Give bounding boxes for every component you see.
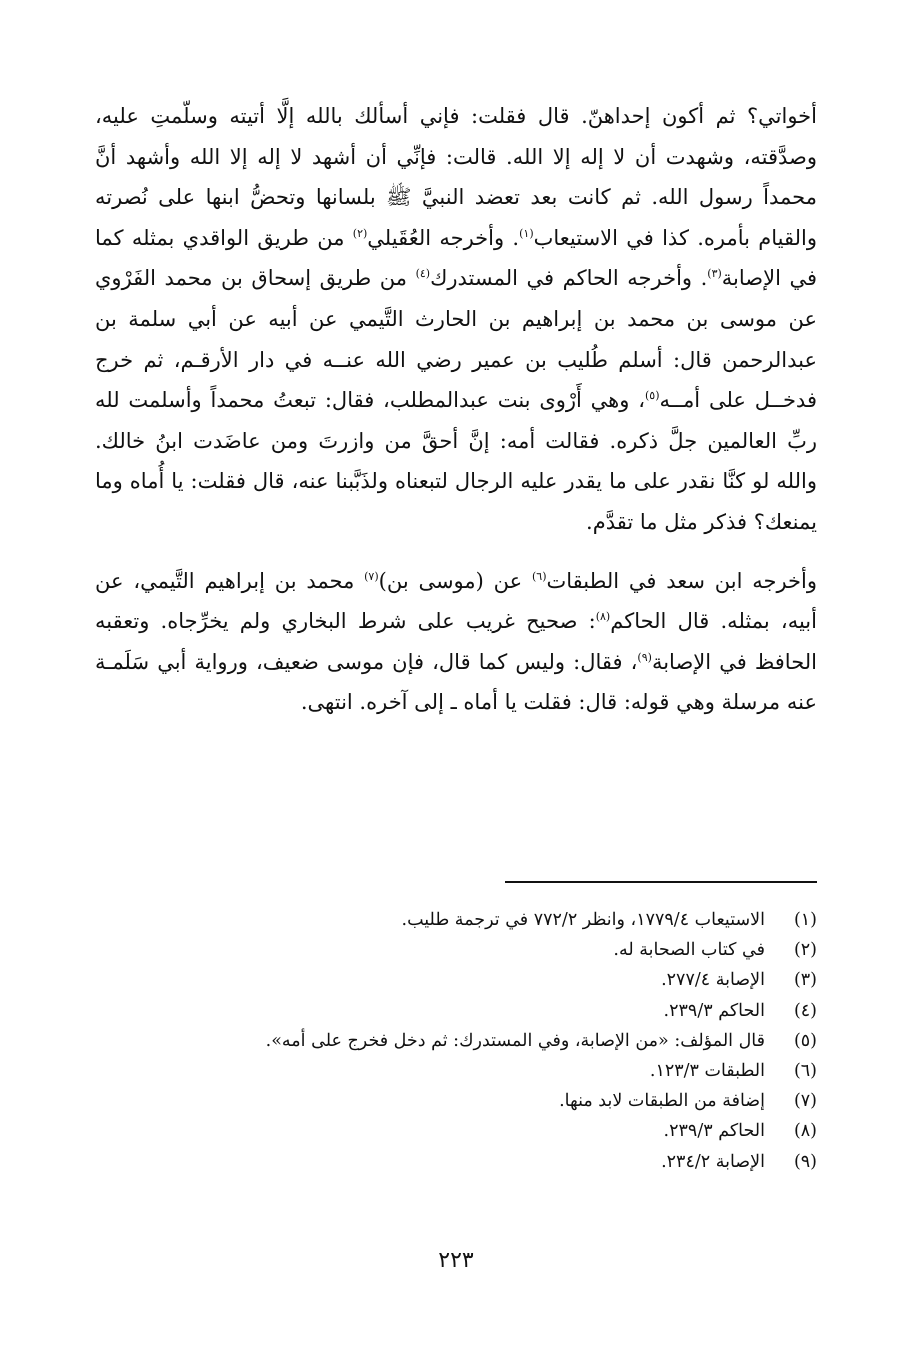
text-run: ، وهي أَرْوى بنت عبدالمطلب، فقال: تبعتُ محمداً وأسلمت لله ربِّ العالمين جلَّ ذكره. فقالت أمه: إنَّ أحقَّ من وازرتَ ومن عاضَدت ابنُ خالك. والله لو كنَّا نقدر على ما يقدر عليه الرجال لتبعناه ولذَبَّبنا عنه، قال فقلت: يا أُماه وما يمنعك؟ فذكر مثل ما تقدَّم. — [95, 388, 817, 534]
footnote-item — [95, 1061, 817, 1091]
footnote-text: الإصابة ٢٣٤/٢. — [661, 1151, 765, 1172]
footnote-item — [95, 1091, 817, 1121]
footnote-item — [95, 1152, 817, 1182]
footnote-ref-6: (٦) — [531, 569, 547, 583]
body-paragraph-1 — [95, 96, 817, 543]
footnote-number: (٨) — [793, 1121, 817, 1142]
footnote-number: (٢) — [793, 940, 817, 961]
footnote-number: (٦) — [793, 1060, 817, 1081]
body-paragraph-2 — [95, 561, 817, 723]
footnote-divider — [505, 881, 817, 883]
footnote-number: (١) — [793, 910, 817, 930]
footnote-item — [95, 970, 817, 1000]
text-run: من طريق الواقدي بمثله كما في الإصابة — [95, 225, 817, 291]
footnote-number: (٤) — [793, 1000, 817, 1021]
book-page — [95, 96, 817, 1346]
text-run: وأخرجه ابن سعد في الطبقات — [546, 568, 817, 593]
footnote-ref-9: (٩) — [637, 650, 652, 664]
page-number: ٢٢٣ — [438, 1248, 474, 1273]
footnote-text: إضافة من الطبقات لابد منها. — [559, 1091, 765, 1112]
footnotes-list — [95, 910, 817, 1182]
footnote-ref-3: (٣) — [707, 267, 722, 281]
text-run: عن (موسى بن) — [378, 568, 532, 593]
footnote-ref-1: (١) — [519, 226, 534, 240]
footnote-text: الحاكم ٢٣٩/٣. — [663, 1000, 765, 1021]
footnote-item — [95, 1031, 817, 1061]
text-run: . وأخرجه الحاكم في المستدرك — [430, 266, 708, 291]
text-run: : صحيح غريب على شرط البخاري ولم يخرِّجاه. وتعقبه الحافظ في الإصابة — [95, 609, 817, 674]
footnote-text: الإصابة ٢٧٧/٤. — [661, 970, 765, 991]
footnote-item — [95, 1001, 817, 1031]
footnote-text: في كتاب الصحابة له. — [613, 940, 765, 961]
footnote-number: (٥) — [793, 1030, 817, 1051]
footnote-ref-2: (٢) — [352, 226, 368, 240]
footnote-ref-8: (٨) — [595, 610, 611, 624]
footnote-item — [95, 910, 817, 940]
footnote-text: الطبقات ١٢٣/٣. — [649, 1060, 765, 1081]
footnote-text: قال المؤلف: «من الإصابة، وفي المستدرك: ثم دخل فخرج على أمه». — [265, 1030, 765, 1051]
footnote-number: (٩) — [793, 1151, 817, 1172]
text-run: من طريق إسحاق بن محمد الفَرْوي عن موسى بن محمد بن إبراهيم بن الحارث التَّيمي عن أبيه عن أبي سلمة بن عبدالرحمن قال: أسلم طُليب بن عمير رضي الله عنــه في دار الأرقـم، ثم خرج فدخــل على أمــه — [95, 266, 817, 413]
text-run: محمد بن إبراهيم التَّيمي، عن أبيه، بمثله. قال الحاكم — [95, 568, 817, 634]
footnote-ref-4: (٤) — [415, 267, 431, 281]
footnote-number: (٧) — [793, 1091, 817, 1112]
footnote-item — [95, 940, 817, 970]
text-run: . وأخرجه العُقَيلي — [367, 225, 520, 250]
footnote-text: الحاكم ٢٣٩/٣. — [663, 1121, 765, 1142]
footnote-number: (٣) — [793, 970, 817, 991]
footnote-ref-5: (٥) — [644, 389, 660, 403]
footnote-ref-7: (٧) — [364, 569, 379, 583]
text-run: ، فقال: وليس كما قال، فإن موسى ضعيف، ورواية أبي سَلَمـة عنه مرسلة وهي قوله: قال: فقلت يا أماه ـ إلى آخره. انتهى. — [95, 649, 817, 715]
footnote-item — [95, 1121, 817, 1151]
text-run: أخواتي؟ ثم أكون إحداهنّ. قال فقلت: فإني أسألك بالله إلَّا أتيته وسلّمتِ عليه، وصدَّقته، وشهدت أن لا إله إلا الله. قالت: فإنِّي أن أشهد لا إله إلا الله وأشهد أنَّ محمداً رسول الله. ثم كانت بعد تعضد النبيَّ ﷺ بلسانها وتحضُّ ابنها على نُصرته والقيام بأمره. كذا في الاستيعاب — [95, 104, 817, 250]
footnote-text: الاستيعاب ١٧٧٩/٤، وانظر ٧٧٢/٢ في ترجمة طليب. — [401, 910, 765, 930]
